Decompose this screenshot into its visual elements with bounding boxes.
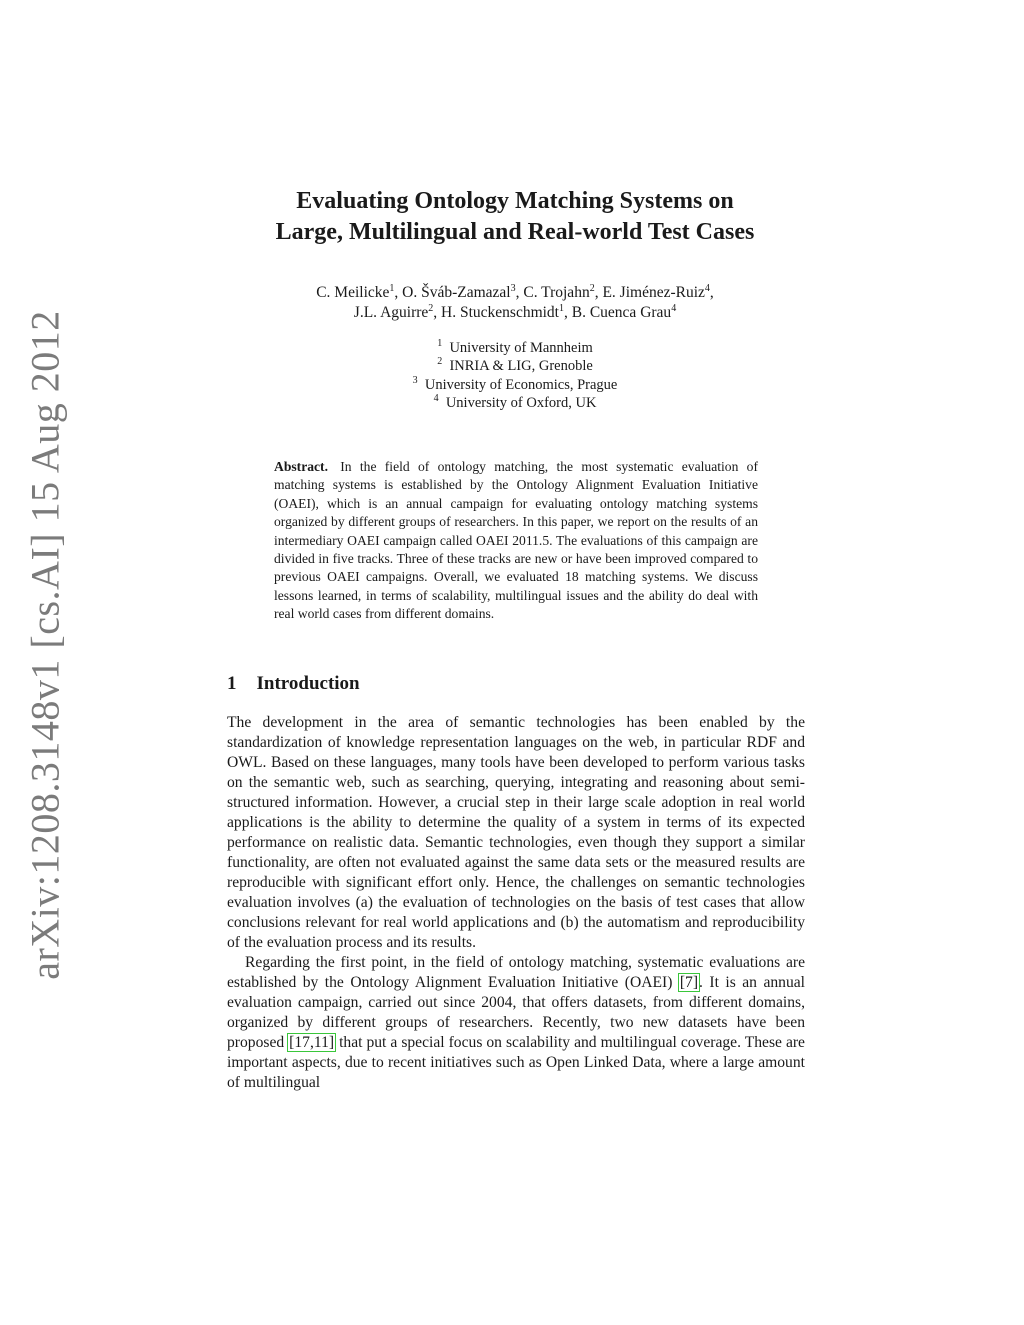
affiliation-name: INRIA & LIG, Grenoble	[449, 358, 593, 375]
author-affil-mark: 1	[559, 302, 564, 314]
author-affil-mark: 2	[428, 302, 434, 314]
abstract-text: In the field of ontology matching, the most systematic evaluation of matching systems is established by the Ontology Alignment Evaluation Initiative (OAEI), which is an annual campaign for evaluating ontology matching systems organized by different groups of researchers. In this paper, we report on the results of an intermediary OAEI campaign called OAEI 2011.5. The evaluations of this campaign are divided in five tracks. Three of these tracks are new or have been improved compared to previous OAEI campaigns. Overall, we evaluated 18 matching systems. We discuss lessons learned, in terms of scalability, multilingual issues and the ability do deal with real world cases from different domains.	[274, 459, 758, 622]
author-stuckenschmidt: , H. Stuckenschmidt	[433, 304, 559, 321]
paragraph-2-text: that put a special focus on scalability and multilingual coverage. These are important aspects, due to recent initiatives such as Open Linked Data, where a large amount of multilingual	[227, 1034, 805, 1091]
affiliation-number: 1	[437, 338, 443, 350]
paragraph-1: The development in the area of semantic technologies has been enabled by the standardization of knowledge representation languages on the web, in particular RDF and OWL. Based on these languages, many tools have been developed to perform various tasks on the semantic web, such as searching, querying, integrating and reasoning about semi-structured information. However, a crucial step in their large scale adoption in real world applications is the ability to determine the quality of a system in terms of its expected performance on realistic data. Semantic technologies, even though they support a similar functionality, are often not evaluated against the same data sets or the measured results are reproducible with significant effort only. Hence, the challenges on semantic technologies evaluation involves (a) the evaluation of technologies on the basis of test cases that allow conclusions relevant for real world applications and (b) the automatism and reproducibility of the evaluation process and its results.	[227, 714, 805, 951]
affiliation-name: University of Oxford, UK	[445, 394, 597, 411]
section-number: 1	[227, 673, 237, 694]
affiliation-name: University of Mannheim	[449, 340, 593, 356]
paragraph-2-text: . It is an annual evaluation campaign, carried out since 2004, that offers datasets, from different domains, organized by different groups of researchers. Recently, two new datasets have been proposed	[227, 974, 806, 1051]
affiliation-name: University of Economics, Prague	[424, 376, 618, 393]
author-affil-mark: 2	[589, 282, 595, 294]
author-trojahn: , C. Trojahn	[515, 284, 590, 301]
citation-link[interactable]: [7]	[679, 974, 699, 991]
affiliation-item	[180, 339, 850, 357]
author-aguirre: J.L. Aguirre	[353, 304, 429, 321]
author-cuenca-grau: , B. Cuenca Grau	[564, 304, 672, 321]
affiliation-item	[180, 357, 850, 375]
affiliation-number: 3	[412, 374, 418, 386]
title-line-1: Evaluating Ontology Matching Systems on	[296, 188, 734, 214]
author-separator: ,	[709, 284, 714, 301]
author-affil-mark: 1	[389, 282, 395, 294]
section-heading-introduction	[227, 673, 360, 695]
author-meilicke: C. Meilicke	[316, 284, 390, 301]
section-title: Introduction	[256, 673, 360, 694]
abstract-label: Abstract.	[274, 459, 328, 474]
arxiv-identifier-stamp: arXiv:1208.3148v1 [cs.AI] 15 Aug 2012	[22, 310, 68, 980]
abstract	[274, 458, 758, 624]
title-line-2: Large, Multilingual and Real-world Test Cases	[275, 219, 755, 245]
paragraph-2	[227, 953, 805, 1093]
paper-title	[180, 186, 850, 248]
citation-link[interactable]: [17,11]	[289, 1034, 335, 1051]
author-affil-mark: 4	[671, 302, 677, 314]
introduction-body	[227, 713, 805, 1093]
affiliation-list	[180, 339, 850, 412]
affiliation-item	[180, 376, 850, 394]
author-jimenez-ruiz: , E. Jiménez-Ruiz	[594, 284, 705, 301]
author-affil-mark: 4	[704, 282, 710, 294]
author-affil-mark: 3	[510, 282, 516, 294]
affiliation-item	[180, 394, 850, 412]
affiliation-number: 2	[437, 356, 443, 368]
author-svab-zamazal: , O. Šváb-Zamazal	[394, 284, 511, 301]
affiliation-number: 4	[433, 393, 439, 405]
author-list	[180, 283, 850, 323]
paragraph-2-text: Regarding the first point, in the field of ontology matching, systematic evaluations are established by the Ontology Alignment Evaluation Initiative (OAEI)	[227, 954, 805, 991]
